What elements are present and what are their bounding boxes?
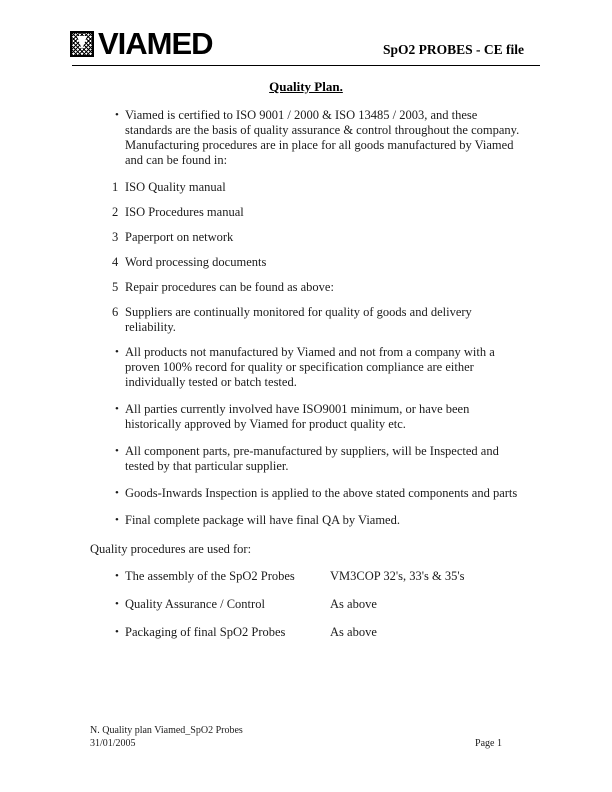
header-title: SpO2 PROBES - CE file (382, 42, 524, 57)
bullet-icon: • (115, 598, 119, 610)
bullet-icon: • (115, 403, 119, 415)
bullet-icon: • (115, 570, 119, 582)
item-number: 2 (112, 205, 119, 219)
procedure-label: The assembly of the SpO2 Probes (125, 569, 295, 583)
bullet-icon: • (115, 514, 119, 526)
item-text: ISO Procedures manual (125, 205, 244, 219)
bullet-item (90, 513, 524, 528)
bullet-text: Final complete package will have final QA by Viamed. (125, 513, 400, 527)
bullet-text: Goods-Inwards Inspection is applied to the above stated components and parts (125, 486, 518, 500)
bullet-icon: • (115, 487, 119, 499)
viamed-logo-text: VIAMED (98, 26, 213, 61)
procedure-value: VM3COP 32's, 33's & 35's (330, 569, 465, 583)
procedure-label: Packaging of final SpO2 Probes (125, 625, 286, 639)
item-number: 1 (112, 180, 119, 194)
item-text: ISO Quality manual (125, 180, 226, 194)
bullet-text: All parties currently involved have ISO9001 minimum, or have been historically approved by Viamed for product quality etc. (125, 402, 470, 431)
page-header (0, 0, 612, 59)
bullet-icon: • (115, 346, 119, 358)
numbered-item (90, 255, 524, 270)
numbered-item (90, 280, 524, 295)
item-number: 5 (112, 280, 119, 294)
procedures-heading: Quality procedures are used for: (90, 542, 252, 556)
footer-page-number: Page 1 (475, 737, 502, 749)
viamed-logo-icon (70, 31, 94, 57)
procedure-label: Quality Assurance / Control (125, 597, 265, 611)
footer-date: 31/01/2005 (90, 737, 136, 749)
intro-bullet (90, 108, 524, 168)
item-text: Paperport on network (125, 230, 234, 244)
footer-doc-name: N. Quality plan Viamed_SpO2 Probes (90, 725, 243, 736)
item-text: Word processing documents (125, 255, 267, 269)
item-number: 3 (112, 230, 119, 244)
page-footer (90, 725, 522, 750)
item-text: Repair procedures can be found as above: (125, 280, 334, 294)
footer-left (90, 725, 243, 750)
bullet-text: All component parts, pre-manufactured by suppliers, will be Inspected and tested by that particular supplier. (125, 444, 499, 473)
numbered-item (90, 305, 524, 335)
item-text: Suppliers are continually monitored for quality of goods and delivery reliability. (125, 305, 472, 334)
item-number: 6 (112, 305, 119, 319)
document-body (0, 94, 612, 640)
procedure-row (90, 569, 524, 584)
intro-paragraph-1: Viamed is certified to ISO 9001 / 2000 & ISO 13485 / 2003, and these standards are the basis of quality assurance & control throughout the company. (125, 108, 520, 137)
bullet-item (90, 486, 524, 501)
numbered-item (90, 205, 524, 220)
procedure-row (90, 597, 524, 612)
numbered-item (90, 230, 524, 245)
bullet-icon: • (115, 109, 119, 121)
numbered-item (90, 180, 524, 195)
bullet-item (90, 345, 524, 390)
header-rule (72, 65, 540, 66)
bullet-icon: • (115, 445, 119, 457)
document-heading: Quality Plan. (269, 79, 343, 94)
bullet-icon: • (115, 626, 119, 638)
bullet-item (90, 444, 524, 474)
procedure-value: As above (330, 597, 377, 611)
procedure-value: As above (330, 625, 377, 639)
procedure-row (90, 625, 524, 640)
bullet-text: All products not manufactured by Viamed and not from a company with a proven 100% record for quality or specification compliance are either individually tested or batch tested. (125, 345, 495, 389)
item-number: 4 (112, 255, 119, 269)
viamed-logo (70, 28, 213, 59)
intro-paragraph-2: Manufacturing procedures are in place for all goods manufactured by Viamed and can be found in: (125, 138, 514, 167)
intro-bullet-text (125, 108, 523, 168)
bullet-item (90, 402, 524, 432)
